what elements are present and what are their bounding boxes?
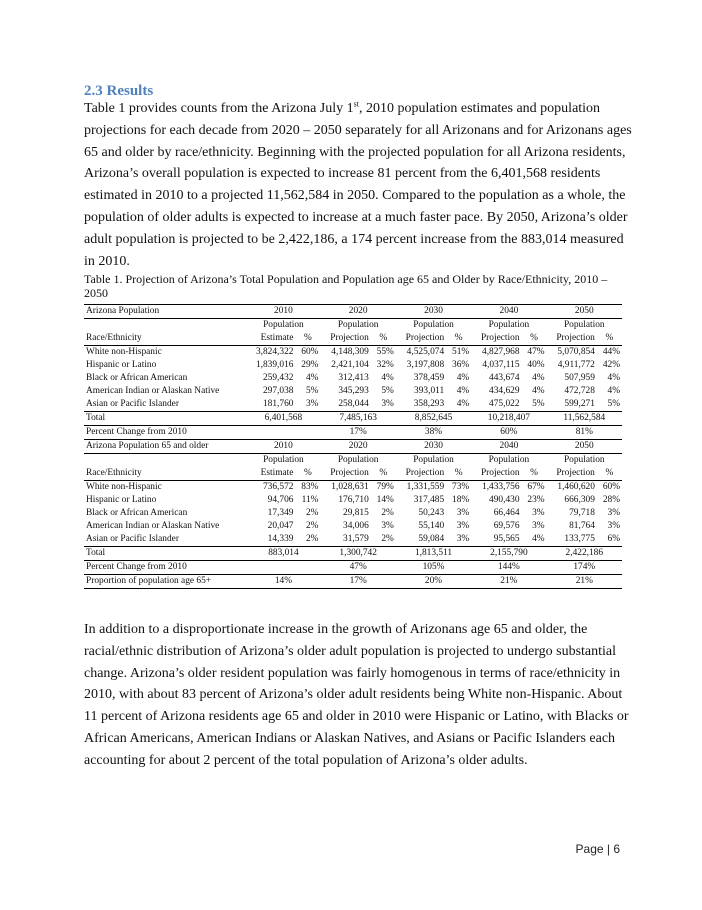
total-cell: 1,813,511 bbox=[396, 547, 471, 561]
count-cell: 3,824,322 bbox=[255, 347, 294, 357]
year-header: 2030 bbox=[396, 440, 471, 454]
total-cell: 7,485,163 bbox=[320, 412, 395, 426]
percent-cell: 60% bbox=[301, 347, 319, 357]
count-cell: 1,028,631 bbox=[331, 482, 369, 492]
percent-cell: 44% bbox=[602, 347, 620, 357]
section-title: Arizona Population 65 and older bbox=[84, 440, 246, 454]
proportion-cell: 21% bbox=[547, 575, 622, 589]
percent-cell: 4% bbox=[456, 399, 470, 409]
row-label: White non-Hispanic bbox=[86, 482, 162, 492]
column-subheader: Population bbox=[488, 320, 530, 330]
percent-cell: 55% bbox=[376, 347, 394, 357]
total-cell: 883,014 bbox=[246, 547, 320, 561]
count-cell: 358,293 bbox=[413, 399, 445, 409]
count-cell: 59,084 bbox=[418, 534, 445, 544]
sub-header-row bbox=[84, 332, 622, 346]
count-cell: 317,485 bbox=[413, 495, 445, 505]
ordinal-superscript: st bbox=[353, 99, 359, 109]
sub-header-row bbox=[84, 454, 622, 468]
percent-cell: 5% bbox=[305, 386, 319, 396]
count-cell: 4,525,074 bbox=[406, 347, 445, 357]
percent-cell: 2% bbox=[381, 534, 394, 544]
total-cell: 1,300,742 bbox=[320, 547, 395, 561]
count-cell: 258,044 bbox=[338, 399, 369, 409]
proportion-label: Proportion of population age 65+ bbox=[84, 575, 246, 589]
percent-cell: 4% bbox=[381, 373, 394, 383]
table-row bbox=[84, 520, 622, 533]
column-subheader: Population bbox=[563, 320, 605, 330]
proportion-row bbox=[84, 575, 622, 589]
count-cell: 14,339 bbox=[267, 534, 294, 544]
column-subheader: Population bbox=[488, 455, 530, 465]
percent-header: % bbox=[522, 332, 547, 346]
total-row bbox=[84, 547, 622, 561]
count-cell: 434,629 bbox=[489, 386, 520, 396]
year-header-row bbox=[84, 305, 622, 319]
column-subheader: Population bbox=[337, 455, 379, 465]
column-subheader: Projection bbox=[396, 467, 446, 481]
count-cell: 472,728 bbox=[564, 386, 595, 396]
count-cell: 20,047 bbox=[267, 521, 294, 531]
percent-change-row bbox=[84, 426, 622, 440]
count-cell: 1,460,620 bbox=[557, 482, 595, 492]
percent-cell: 40% bbox=[527, 360, 545, 370]
percent-change-cell: 60% bbox=[471, 426, 546, 440]
table-caption: Table 1. Projection of Arizona’s Total Population and Population age 65 and Older by Race/Ethnicity, 2010 – 2050 bbox=[84, 272, 608, 300]
percent-cell: 3% bbox=[456, 534, 470, 544]
column-subheader: Projection bbox=[547, 467, 597, 481]
count-cell: 312,413 bbox=[338, 373, 369, 383]
blank-cell bbox=[84, 454, 246, 468]
count-cell: 133,775 bbox=[564, 534, 595, 544]
percent-cell: 2% bbox=[305, 508, 319, 518]
blank-cell bbox=[84, 319, 246, 333]
count-cell: 599,271 bbox=[564, 399, 595, 409]
percent-cell: 3% bbox=[381, 399, 394, 409]
percent-cell: 18% bbox=[452, 495, 470, 505]
proportion-cell: 21% bbox=[471, 575, 546, 589]
count-cell: 259,432 bbox=[262, 373, 294, 383]
count-cell: 475,022 bbox=[489, 399, 520, 409]
total-cell: 8,852,645 bbox=[396, 412, 471, 426]
count-cell: 507,959 bbox=[564, 373, 595, 383]
percent-header: % bbox=[295, 467, 320, 481]
row-label: Black or African American bbox=[86, 373, 188, 383]
total-cell: 6,401,568 bbox=[246, 412, 320, 426]
percent-cell: 3% bbox=[456, 508, 470, 518]
percent-cell: 4% bbox=[532, 373, 545, 383]
race-ethnicity-header: Race/Ethnicity bbox=[84, 332, 246, 346]
total-cell: 2,155,790 bbox=[471, 547, 546, 561]
table-row bbox=[84, 385, 622, 398]
percent-cell: 3% bbox=[532, 521, 545, 531]
table-row bbox=[84, 359, 622, 372]
row-label: White non-Hispanic bbox=[86, 347, 162, 357]
percent-cell: 11% bbox=[301, 495, 319, 505]
year-header: 2050 bbox=[547, 440, 622, 454]
percent-cell: 3% bbox=[381, 521, 394, 531]
count-cell: 34,006 bbox=[343, 521, 369, 531]
percent-cell: 3% bbox=[532, 508, 545, 518]
proportion-cell: 20% bbox=[396, 575, 471, 589]
count-cell: 1,433,756 bbox=[482, 482, 520, 492]
count-cell: 81,764 bbox=[569, 521, 595, 531]
count-cell: 345,293 bbox=[338, 386, 369, 396]
count-cell: 4,827,968 bbox=[482, 347, 520, 357]
column-subheader: Estimate bbox=[246, 332, 295, 346]
count-cell: 1,839,016 bbox=[255, 360, 294, 370]
percent-cell: 4% bbox=[607, 386, 620, 396]
percent-change-cell: 81% bbox=[547, 426, 622, 440]
percent-header: % bbox=[371, 467, 396, 481]
percent-cell: 4% bbox=[305, 373, 319, 383]
page-number: Page | 6 bbox=[575, 842, 620, 856]
count-cell: 393,011 bbox=[414, 386, 445, 396]
percent-cell: 5% bbox=[381, 386, 394, 396]
row-label: Hispanic or Latino bbox=[86, 360, 157, 370]
count-cell: 378,459 bbox=[413, 373, 445, 383]
percent-change-label: Percent Change from 2010 bbox=[84, 561, 246, 575]
count-cell: 4,148,309 bbox=[331, 347, 369, 357]
column-subheader: Projection bbox=[547, 332, 597, 346]
column-subheader: Estimate bbox=[246, 467, 295, 481]
table-row bbox=[84, 494, 622, 507]
count-cell: 94,706 bbox=[267, 495, 294, 505]
count-cell: 55,140 bbox=[418, 521, 445, 531]
row-label: American Indian or Alaskan Native bbox=[86, 386, 220, 396]
count-cell: 4,911,772 bbox=[557, 360, 595, 370]
population-projection-table bbox=[84, 304, 622, 589]
percent-change-cell: 47% bbox=[320, 561, 395, 575]
count-cell: 31,579 bbox=[343, 534, 369, 544]
percent-cell: 83% bbox=[301, 482, 319, 492]
row-label: Asian or Pacific Islander bbox=[86, 534, 179, 544]
percent-cell: 5% bbox=[532, 399, 545, 409]
percent-cell: 29% bbox=[301, 360, 319, 370]
percent-cell: 32% bbox=[376, 360, 394, 370]
count-cell: 443,674 bbox=[489, 373, 520, 383]
percent-header: % bbox=[371, 332, 396, 346]
count-cell: 666,309 bbox=[564, 495, 595, 505]
percent-change-cell: 105% bbox=[396, 561, 471, 575]
sub-header-row bbox=[84, 319, 622, 333]
percent-change-cell bbox=[246, 426, 320, 440]
count-cell: 490,430 bbox=[489, 495, 520, 505]
table-row bbox=[84, 533, 622, 547]
percent-header: % bbox=[446, 332, 471, 346]
percent-change-cell: 144% bbox=[471, 561, 546, 575]
percent-cell: 2% bbox=[305, 534, 319, 544]
count-cell: 69,576 bbox=[493, 521, 520, 531]
proportion-cell: 17% bbox=[320, 575, 395, 589]
column-subheader: Population bbox=[413, 320, 454, 330]
percent-header: % bbox=[597, 467, 622, 481]
total-cell: 2,422,186 bbox=[547, 547, 622, 561]
percent-header: % bbox=[522, 467, 547, 481]
percent-cell: 3% bbox=[607, 508, 620, 518]
column-subheader: Projection bbox=[471, 332, 521, 346]
count-cell: 181,760 bbox=[262, 399, 294, 409]
year-header: 2020 bbox=[320, 305, 395, 319]
row-label: Black or African American bbox=[86, 508, 188, 518]
count-cell: 736,572 bbox=[262, 482, 294, 492]
count-cell: 4,037,115 bbox=[482, 360, 520, 370]
percent-header: % bbox=[597, 332, 622, 346]
table-row bbox=[84, 398, 622, 412]
percent-header: % bbox=[295, 332, 320, 346]
percent-change-cell bbox=[246, 561, 320, 575]
percent-cell: 28% bbox=[602, 495, 620, 505]
column-subheader: Population bbox=[413, 455, 454, 465]
year-header: 2030 bbox=[396, 305, 471, 319]
paragraph-text-a: Table 1 provides counts from the Arizona July 1 bbox=[84, 101, 354, 116]
table-row bbox=[84, 481, 622, 495]
column-subheader: Projection bbox=[320, 467, 370, 481]
year-header-row bbox=[84, 440, 622, 454]
percent-cell: 5% bbox=[607, 399, 620, 409]
total-label: Total bbox=[84, 547, 246, 561]
section-heading: 2.3 Results bbox=[84, 83, 154, 99]
percent-cell: 4% bbox=[607, 373, 620, 383]
count-cell: 50,243 bbox=[418, 508, 445, 518]
percent-cell: 14% bbox=[376, 495, 394, 505]
percent-change-row bbox=[84, 561, 622, 575]
percent-cell: 60% bbox=[602, 482, 620, 492]
count-cell: 176,710 bbox=[338, 495, 369, 505]
column-subheader: Population bbox=[263, 320, 304, 330]
column-subheader: Projection bbox=[396, 332, 446, 346]
percent-change-cell: 174% bbox=[547, 561, 622, 575]
total-cell: 10,218,407 bbox=[471, 412, 546, 426]
results-paragraph-1 bbox=[84, 98, 632, 272]
row-label: American Indian or Alaskan Native bbox=[86, 521, 220, 531]
percent-cell: 23% bbox=[527, 495, 545, 505]
percent-cell: 47% bbox=[527, 347, 545, 357]
count-cell: 29,815 bbox=[343, 508, 369, 518]
percent-cell: 2% bbox=[381, 508, 394, 518]
percent-cell: 42% bbox=[602, 360, 620, 370]
column-subheader: Population bbox=[563, 455, 605, 465]
percent-cell: 51% bbox=[452, 347, 470, 357]
percent-cell: 36% bbox=[452, 360, 470, 370]
column-subheader: Projection bbox=[471, 467, 521, 481]
column-subheader: Population bbox=[263, 455, 304, 465]
section-title: Arizona Population bbox=[84, 305, 246, 319]
year-header: 2010 bbox=[246, 440, 320, 454]
count-cell: 79,718 bbox=[569, 508, 595, 518]
count-cell: 3,197,808 bbox=[406, 360, 445, 370]
percent-cell: 67% bbox=[527, 482, 545, 492]
percent-header: % bbox=[446, 467, 471, 481]
percent-cell: 3% bbox=[607, 521, 620, 531]
count-cell: 5,070,854 bbox=[557, 347, 595, 357]
year-header: 2040 bbox=[471, 305, 546, 319]
total-row bbox=[84, 412, 622, 426]
percent-cell: 73% bbox=[452, 482, 470, 492]
table-row bbox=[84, 372, 622, 385]
percent-cell: 3% bbox=[456, 521, 470, 531]
percent-cell: 79% bbox=[376, 482, 394, 492]
sub-header-row bbox=[84, 467, 622, 481]
year-header: 2050 bbox=[547, 305, 622, 319]
row-label: Asian or Pacific Islander bbox=[86, 399, 179, 409]
total-label: Total bbox=[84, 412, 246, 426]
percent-change-label: Percent Change from 2010 bbox=[84, 426, 246, 440]
total-cell: 11,562,584 bbox=[547, 412, 622, 426]
percent-cell: 3% bbox=[305, 399, 319, 409]
count-cell: 17,349 bbox=[267, 508, 294, 518]
row-label: Hispanic or Latino bbox=[86, 495, 157, 505]
percent-cell: 6% bbox=[607, 534, 620, 544]
count-cell: 297,038 bbox=[262, 386, 294, 396]
percent-cell: 4% bbox=[456, 386, 470, 396]
percent-change-cell: 17% bbox=[320, 426, 395, 440]
race-ethnicity-header: Race/Ethnicity bbox=[84, 467, 246, 481]
percent-cell: 4% bbox=[532, 386, 545, 396]
proportion-cell: 14% bbox=[246, 575, 320, 589]
year-header: 2040 bbox=[471, 440, 546, 454]
percent-cell: 4% bbox=[456, 373, 470, 383]
column-subheader: Population bbox=[337, 320, 379, 330]
count-cell: 66,464 bbox=[493, 508, 520, 518]
percent-cell: 4% bbox=[532, 534, 545, 544]
count-cell: 95,565 bbox=[493, 534, 520, 544]
count-cell: 2,421,104 bbox=[331, 360, 369, 370]
percent-cell: 2% bbox=[305, 521, 319, 531]
percent-change-cell: 38% bbox=[396, 426, 471, 440]
year-header: 2020 bbox=[320, 440, 395, 454]
table-row bbox=[84, 346, 622, 360]
results-paragraph-2: In addition to a disproportionate increase in the growth of Arizonans age 65 and older, the racial/ethnic distribution of Arizona’s older adult population is projected to undergo substantial change. Arizona’s older resident population was fairly homogenous in terms of race/ethnicity in 2010, with about 83 percent of Arizona’s older adult residents being White non-Hispanic. About 11 percent of Arizona residents age 65 and older in 2010 were Hispanic or Latino, with Blacks or African Americans, American Indians or Alaskan Natives, and Asians or Pacific Islanders each accounting for about 2 percent of the total population of Arizona’s older adults. bbox=[84, 622, 629, 768]
paragraph-text-b: , 2010 population estimates and population projections for each decade from 2020 – 2050 separately for all Arizonans and for Arizonans ages 65 and older by race/ethnicity. Beginning with the projected population for all Arizona residents, Arizona’s overall population is expected to increase 81 percent from the 6,401,568 residents estimated in 2010 to a projected 11,562,584 in 2050. Compared to the population as a whole, the population of older adults is expected to increase at a much faster pace. By 2050, Arizona’s older adult population is projected to be 2,422,186, a 174 percent increase from the 883,014 measured in 2010. bbox=[84, 101, 632, 269]
year-header: 2010 bbox=[246, 305, 320, 319]
count-cell: 1,331,559 bbox=[406, 482, 445, 492]
column-subheader: Projection bbox=[320, 332, 370, 346]
table-row bbox=[84, 507, 622, 520]
